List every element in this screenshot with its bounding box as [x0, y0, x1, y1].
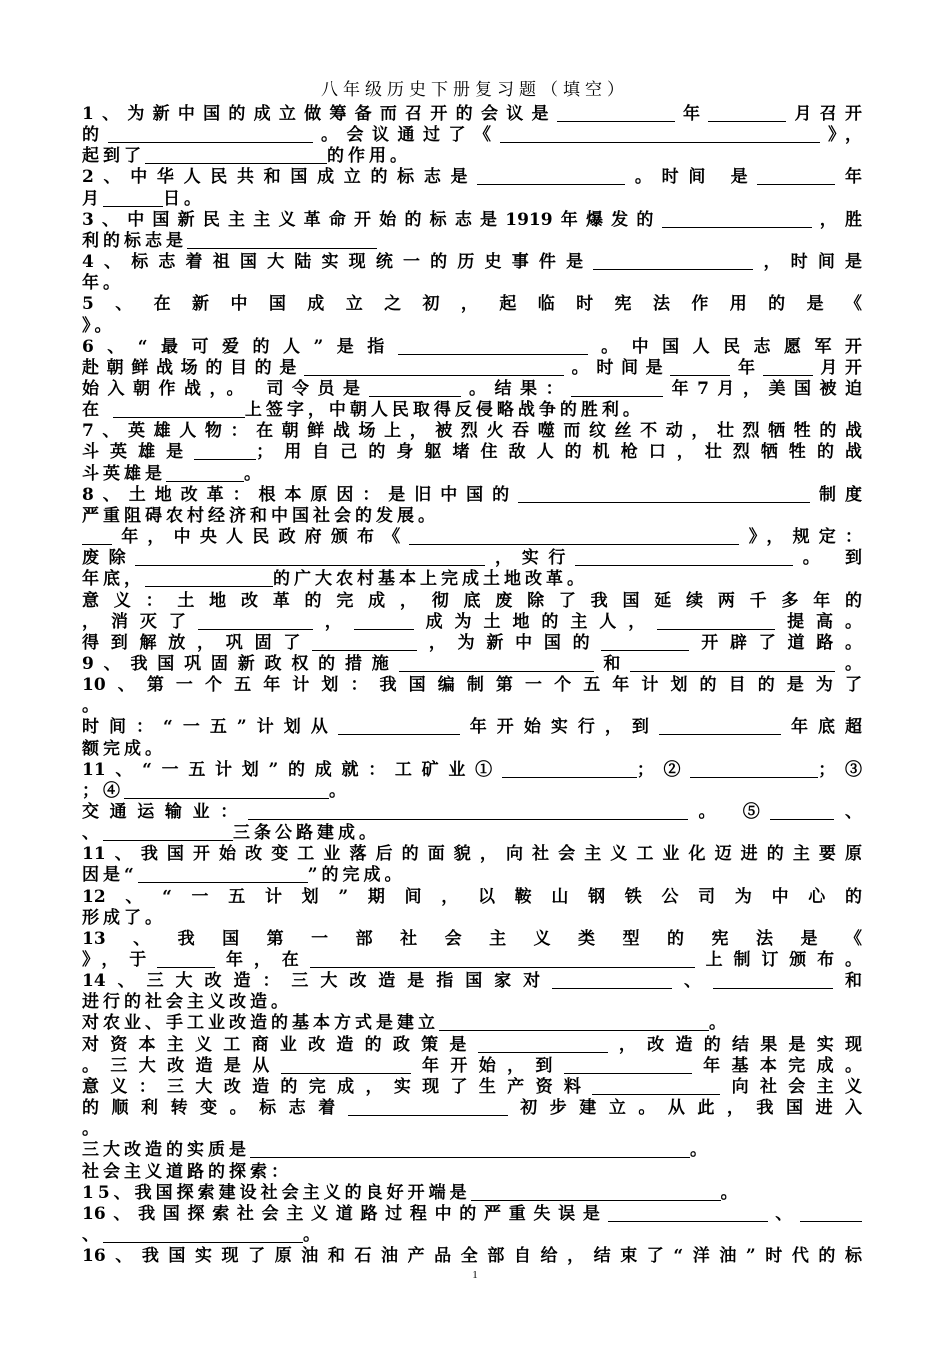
text-line: [82, 337, 862, 358]
line-text: 、: [672, 971, 714, 992]
answer-blank[interactable]: [662, 211, 812, 228]
text-line: [82, 569, 862, 590]
answer-blank[interactable]: [103, 824, 233, 841]
answer-blank[interactable]: [564, 1057, 692, 1074]
line-text: ，胜: [811, 209, 862, 230]
line-text: 1、为新中国的成立做筹备而召开的会议是: [82, 104, 557, 124]
line-text: 起到了: [82, 146, 145, 167]
line-text: 2、中华人民共和国成立的标志是: [82, 167, 478, 188]
line-text: ，: [312, 611, 354, 632]
line-text: 的广大农村基本上完成土地改革。: [273, 569, 588, 590]
answer-blank[interactable]: [103, 1226, 303, 1243]
line-text: 15、我国探索建设社会主义的良好开端是: [82, 1182, 471, 1203]
line-text: 》，于: [82, 950, 158, 970]
line-text: 日。: [163, 188, 205, 209]
text-line: [82, 294, 862, 315]
line-text: 三条公路建成。: [233, 823, 380, 844]
line-text: 年: [674, 104, 709, 124]
text-line: [82, 379, 862, 400]
answer-blank[interactable]: [478, 1036, 608, 1053]
text-line: [82, 929, 862, 950]
text-line: [82, 739, 862, 760]
text-line: [82, 252, 862, 273]
line-text: 。: [82, 696, 103, 717]
text-line: [82, 506, 862, 527]
text-line: [82, 400, 862, 421]
answer-blank[interactable]: [592, 1078, 720, 1095]
line-text: ，时间是: [753, 252, 863, 272]
answer-blank[interactable]: [800, 1205, 862, 1222]
line-text: ，实行: [485, 548, 576, 569]
line-text: 和: [833, 971, 862, 992]
text-line: [82, 612, 862, 633]
text-line: [82, 992, 862, 1013]
line-text: 。 ⑤: [687, 801, 771, 822]
line-text: 。 到: [793, 548, 863, 569]
answer-blank[interactable]: [124, 782, 329, 799]
text-line: [82, 696, 862, 717]
line-text: 意义：三大改造的完成，实现了生产资料: [82, 1076, 593, 1097]
answer-blank[interactable]: [601, 634, 689, 651]
text-line: [82, 358, 862, 379]
text-line: [82, 654, 862, 675]
line-text: 得到解放，巩固了: [82, 632, 313, 653]
answer-blank[interactable]: [304, 359, 564, 376]
text-line: [82, 823, 862, 844]
line-text: 。时间是: [564, 357, 671, 378]
line-text: 年，中央人民政府颁布《: [112, 527, 410, 547]
text-line: [82, 717, 862, 738]
line-text: ，为新中国的: [417, 632, 602, 653]
line-text: ；③: [818, 759, 863, 780]
line-text: 年，在: [215, 950, 310, 970]
answer-blank[interactable]: [157, 951, 215, 968]
line-text: 12、“一五计划”期间，以鞍山钢铁公司为中心的: [82, 886, 862, 907]
answer-blank[interactable]: [502, 761, 637, 778]
text-line: [82, 844, 862, 865]
text-line: [82, 865, 862, 886]
text-line: [82, 189, 862, 210]
answer-blank[interactable]: [82, 528, 112, 545]
answer-blank[interactable]: [659, 718, 781, 735]
line-text: 年。: [82, 273, 124, 294]
answer-blank[interactable]: [713, 972, 833, 989]
text-line: [82, 1098, 862, 1119]
line-text: 月: [82, 188, 103, 209]
line-text: 3、中国新民主主义革命开始的标志是1919年爆发的: [82, 209, 662, 230]
line-text: 形成了。: [82, 907, 166, 928]
answer-blank[interactable]: [113, 401, 245, 418]
line-text: 。: [82, 1119, 103, 1140]
text-line: [82, 971, 862, 992]
text-line: [82, 210, 862, 231]
line-text: 额完成。: [82, 738, 166, 759]
line-text: 。: [329, 780, 350, 801]
answer-blank[interactable]: [281, 1057, 411, 1074]
line-text: 月召开: [786, 104, 863, 124]
line-text: 年开始实行，到: [459, 717, 659, 738]
answer-blank[interactable]: [593, 253, 753, 270]
line-text: 斗英雄是: [82, 463, 166, 484]
answer-blank[interactable]: [166, 465, 244, 482]
line-text: 年基本完成。: [691, 1055, 863, 1076]
line-text: 。时间 是: [625, 167, 758, 188]
line-text: 14、三大改造：三大改造是指国家对: [82, 971, 553, 992]
answer-blank[interactable]: [145, 147, 327, 164]
text-line: [82, 527, 862, 548]
line-text: 。结果：: [460, 378, 572, 399]
line-text: 上制订颁布。: [694, 950, 863, 970]
line-text: 、: [82, 1224, 103, 1245]
line-text: 11、“一五计划”的成就：工矿业①: [82, 759, 502, 780]
line-text: 》。: [82, 315, 116, 336]
line-text: 利的标志是: [82, 230, 187, 251]
line-text: 8、土地改革：根本原因：是旧中国的: [82, 484, 519, 505]
text-line: [82, 1035, 862, 1056]
line-text: 。中国人民志愿军开: [587, 336, 862, 357]
text-line: [82, 1183, 862, 1204]
answer-blank[interactable]: [500, 126, 820, 143]
line-text: 对农业、手工业改造的基本方式是建立: [82, 1013, 439, 1034]
answer-blank[interactable]: [770, 803, 834, 820]
line-text: 废除: [82, 548, 136, 569]
answer-blank[interactable]: [194, 443, 256, 460]
line-text: 年: [835, 167, 863, 188]
answer-blank[interactable]: [557, 105, 675, 122]
line-text: 在: [82, 400, 113, 421]
line-text: 。: [303, 1224, 324, 1245]
answer-blank[interactable]: [471, 1184, 721, 1201]
answer-blank[interactable]: [138, 866, 308, 883]
text-line: [82, 802, 862, 823]
text-line: [82, 1204, 862, 1225]
text-line: [82, 442, 862, 463]
answer-blank[interactable]: [409, 528, 739, 545]
line-text: 因是“: [82, 865, 138, 886]
answer-blank[interactable]: [250, 1141, 690, 1158]
answer-blank[interactable]: [310, 951, 695, 968]
line-text: 。: [720, 1182, 742, 1203]
line-text: 时间：“一五”计划从: [82, 717, 338, 738]
line-text: 16、我国探索社会主义道路过程中的严重失误是: [82, 1203, 608, 1224]
answer-blank[interactable]: [103, 190, 163, 207]
line-text: 的: [82, 125, 108, 146]
line-text: 开辟了道路。: [689, 632, 863, 653]
line-text: ；用自己的身躯堵住敌人的机枪口，壮烈牺牲的战: [256, 442, 863, 463]
text-line: [82, 633, 862, 654]
line-text: 》，: [819, 125, 862, 146]
line-text: 、: [767, 1203, 800, 1224]
line-text: 、: [82, 823, 103, 844]
answer-blank[interactable]: [187, 232, 377, 249]
line-text: 。: [709, 1013, 730, 1034]
line-text: 的顺利转变。标志着: [82, 1098, 348, 1118]
line-text: 4、标志着祖国大陆实现统一的历史事件是: [82, 252, 594, 272]
answer-blank[interactable]: [354, 613, 414, 630]
line-text: ”的完成。: [307, 865, 406, 886]
answer-blank[interactable]: [575, 549, 793, 566]
text-line: [82, 1162, 862, 1183]
text-line: [82, 273, 862, 294]
line-text: 赴朝鲜战场的目的是: [82, 357, 304, 378]
text-line: [82, 887, 862, 908]
answer-blank[interactable]: [312, 634, 417, 651]
line-text: 社会主义道路的探索：: [82, 1161, 292, 1182]
line-text: 进行的社会主义改造。: [82, 992, 292, 1013]
answer-blank[interactable]: [657, 613, 775, 630]
answer-blank[interactable]: [630, 655, 835, 672]
line-text: 上签字，中朝人民取得反侵略战争的胜利。: [244, 400, 644, 421]
line-text: 。: [244, 463, 265, 484]
answer-blank[interactable]: [198, 613, 313, 630]
page-number: 1: [472, 1269, 478, 1281]
line-text: 5、在新中国成立之初，起临时宪法作用的是《: [82, 294, 862, 315]
line-text: 年7月，美国被迫: [663, 378, 862, 399]
text-line: [82, 675, 862, 696]
text-line: [82, 781, 862, 802]
line-text: 交通运输业：: [82, 801, 248, 822]
line-text: 7、英雄人物：在朝鲜战场上，被烈火吞噬而纹丝不动，壮烈牺牲的战: [82, 421, 862, 442]
line-text: 。三大改造是从: [82, 1055, 281, 1076]
answer-blank[interactable]: [348, 1099, 508, 1116]
answer-blank[interactable]: [145, 570, 273, 587]
answer-blank[interactable]: [763, 359, 813, 376]
line-text: 斗英雄是: [82, 442, 195, 463]
answer-blank[interactable]: [248, 803, 688, 820]
line-text: 年开始，到: [410, 1055, 564, 1076]
answer-blank[interactable]: [608, 1205, 768, 1222]
text-line: [82, 104, 862, 125]
answer-blank[interactable]: [108, 126, 313, 143]
answer-blank[interactable]: [518, 486, 810, 503]
answer-blank[interactable]: [135, 549, 485, 566]
line-text: 。会议通过了《: [312, 125, 500, 146]
text-line: [82, 908, 862, 929]
text-line: [82, 125, 862, 146]
text-line: [82, 316, 862, 337]
text-line: [82, 421, 862, 442]
line-text: ；④: [82, 780, 124, 801]
text-line: [82, 1077, 862, 1098]
line-text: ；②: [636, 759, 691, 780]
line-text: 。: [835, 653, 863, 674]
answer-blank[interactable]: [552, 972, 672, 989]
line-text: 》，规定：: [739, 527, 863, 547]
answer-blank[interactable]: [571, 380, 663, 397]
line-text: 对资本主义工商业改造的政策是: [82, 1034, 478, 1055]
line-text: 10、第一个五年计划：我国编制第一个五年计划的目的是为了: [82, 675, 862, 695]
text-line: [82, 464, 862, 485]
answer-blank[interactable]: [670, 359, 730, 376]
text-line: [82, 1013, 862, 1034]
line-text: 提高。: [775, 611, 863, 632]
line-text: 三大改造的实质是: [82, 1140, 250, 1161]
text-line: [82, 1056, 862, 1077]
line-text: 向社会主义: [720, 1076, 863, 1097]
answer-blank[interactable]: [338, 718, 460, 735]
answer-blank[interactable]: [439, 1014, 709, 1031]
answer-blank[interactable]: [369, 380, 461, 397]
text-line: [82, 1246, 862, 1267]
answer-blank[interactable]: [398, 338, 588, 355]
line-text: 年底，: [82, 569, 145, 590]
text-line: [82, 1225, 862, 1246]
text-line: [82, 950, 862, 971]
text-line: [82, 1119, 862, 1140]
text-line: [82, 231, 862, 252]
line-text: 、: [834, 801, 863, 822]
text-line: [82, 548, 862, 569]
line-text: 始入朝作战，。 司令员是: [82, 378, 369, 399]
line-text: 意义：土地改革的完成，彻底废除了我国延续两千多年的: [82, 590, 862, 611]
text-line: [82, 167, 862, 188]
page-title: 八年级历史下册复习题（填空）: [321, 80, 629, 100]
line-text: 6、“最可爱的人”是指: [82, 336, 398, 357]
line-text: 9、我国巩固新政权的措施: [82, 653, 399, 674]
answer-blank[interactable]: [757, 168, 835, 185]
line-text: 年: [730, 357, 763, 378]
line-text: 严重阻碍农村经济和中国社会的发展。: [82, 505, 439, 526]
line-text: 11、我国开始改变工业落后的面貌，向社会主义工业化迈进的主要原: [82, 844, 862, 865]
text-line: [82, 591, 862, 612]
line-text: 成为土地的主人，: [413, 611, 658, 632]
line-text: 13、我国第一部社会主义类型的宪法是《: [82, 928, 862, 949]
line-text: 初步建立。从此，我国进入: [507, 1098, 863, 1118]
line-text: 的作用。: [327, 146, 411, 167]
answer-blank[interactable]: [477, 168, 625, 185]
answer-blank[interactable]: [690, 761, 818, 778]
line-text: ，改造的结果是实现: [607, 1034, 863, 1055]
text-line: [82, 760, 862, 781]
answer-blank[interactable]: [399, 655, 594, 672]
line-text: 。: [690, 1140, 711, 1161]
line-text: 月开: [812, 357, 863, 378]
line-text: 16、我国实现了原油和石油产品全部自给，结束了“洋油”时代的标: [82, 1246, 862, 1267]
line-text: ，消灭了: [82, 611, 198, 632]
line-text: 制度: [810, 484, 863, 505]
line-text: 年底超: [780, 717, 862, 738]
answer-blank[interactable]: [708, 105, 786, 122]
text-line: [82, 146, 862, 167]
text-line: [82, 1140, 862, 1161]
line-text: 和: [593, 653, 631, 674]
text-line: [82, 485, 862, 506]
